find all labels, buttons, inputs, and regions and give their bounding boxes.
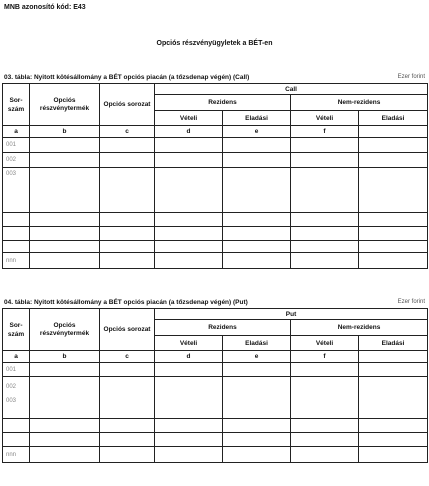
data-cell[interactable]: [30, 227, 100, 241]
data-cell[interactable]: [291, 168, 359, 213]
data-cell[interactable]: [359, 433, 428, 447]
data-cell[interactable]: [100, 168, 155, 213]
data-cell[interactable]: [291, 377, 359, 419]
data-cell[interactable]: [223, 447, 291, 463]
col-header-series: Opciós sorozat: [100, 84, 155, 126]
data-cell[interactable]: [155, 153, 223, 168]
table-row: [3, 153, 428, 168]
data-cell[interactable]: [223, 138, 291, 153]
data-cell[interactable]: [155, 419, 223, 433]
data-cell[interactable]: [100, 213, 155, 227]
col-header-buy: Vételi: [291, 111, 359, 126]
col-letter: b: [30, 126, 100, 138]
col-header-sell: Eladási: [223, 111, 291, 126]
table-row: [3, 138, 428, 153]
table-03-caption: 03. tábla: Nyitott kötésállomány a BÉT opciós piacán (a tőzsdenap végén) (Call): [4, 74, 250, 81]
data-cell[interactable]: [223, 241, 291, 253]
table-row: [3, 363, 428, 377]
data-cell[interactable]: [100, 447, 155, 463]
data-cell[interactable]: [359, 447, 428, 463]
table-04-unit: Ezer forint: [397, 299, 425, 305]
data-cell[interactable]: [30, 447, 100, 463]
data-cell[interactable]: [223, 213, 291, 227]
col-header-buy: Vételi: [155, 111, 223, 126]
data-cell[interactable]: [155, 138, 223, 153]
data-cell[interactable]: [155, 363, 223, 377]
table-row: [3, 227, 428, 241]
col-letter: c: [100, 126, 155, 138]
data-cell[interactable]: [223, 419, 291, 433]
data-cell[interactable]: [223, 168, 291, 213]
row-number: 002: [3, 153, 30, 168]
col-letter: b: [30, 351, 100, 363]
data-cell[interactable]: [155, 253, 223, 269]
data-cell[interactable]: [155, 447, 223, 463]
row-number: nnn: [3, 253, 30, 269]
table-04: [2, 308, 428, 463]
data-cell[interactable]: [100, 138, 155, 153]
col-letter: d: [155, 351, 223, 363]
col-letter-blank: [359, 126, 428, 138]
data-cell[interactable]: [291, 213, 359, 227]
data-cell[interactable]: [30, 377, 100, 419]
col-letter-blank: [359, 351, 428, 363]
col-letter: d: [155, 126, 223, 138]
col-letter: f: [291, 126, 359, 138]
col-letter: e: [223, 351, 291, 363]
row-number: 001: [3, 138, 30, 153]
col-header-sorszam: Sor- szám: [3, 309, 30, 351]
data-cell[interactable]: [30, 253, 100, 269]
data-cell[interactable]: [359, 153, 428, 168]
row-number: [3, 419, 30, 433]
data-cell[interactable]: [155, 168, 223, 213]
data-cell[interactable]: [155, 433, 223, 447]
table-04-caption: 04. tábla: Nyitott kötésállomány a BÉT opciós piacán (a tőzsdenap végén) (Put): [4, 299, 248, 306]
row-number: [3, 213, 30, 227]
data-cell[interactable]: [100, 153, 155, 168]
table-03: [2, 83, 428, 269]
col-letter: a: [3, 351, 30, 363]
row-number: [3, 227, 30, 241]
table-row: [3, 168, 428, 213]
col-header-buy: Vételi: [155, 336, 223, 351]
col-header-sorszam: Sor- szám: [3, 84, 30, 126]
col-header-sell: Eladási: [223, 336, 291, 351]
data-cell[interactable]: [30, 419, 100, 433]
identifier-code: MNB azonosító kód: E43: [4, 4, 86, 11]
data-cell[interactable]: [30, 138, 100, 153]
data-cell[interactable]: [30, 168, 100, 213]
data-cell[interactable]: [223, 433, 291, 447]
data-cell[interactable]: [291, 153, 359, 168]
data-cell[interactable]: [100, 419, 155, 433]
col-header-group: Put: [155, 309, 428, 320]
table-03-unit: Ezer forint: [397, 74, 425, 80]
data-cell[interactable]: [100, 377, 155, 419]
data-cell[interactable]: [223, 253, 291, 269]
data-cell[interactable]: [100, 433, 155, 447]
data-cell[interactable]: [359, 253, 428, 269]
data-cell[interactable]: [223, 153, 291, 168]
row-number: [3, 433, 30, 447]
table-row: [3, 253, 428, 269]
data-cell[interactable]: [30, 153, 100, 168]
data-cell[interactable]: [223, 227, 291, 241]
data-cell[interactable]: [155, 241, 223, 253]
col-letter: e: [223, 126, 291, 138]
col-letter: c: [100, 351, 155, 363]
col-header-sell: Eladási: [359, 111, 428, 126]
data-cell[interactable]: [100, 227, 155, 241]
col-letter: f: [291, 351, 359, 363]
data-cell[interactable]: [30, 241, 100, 253]
data-cell[interactable]: [291, 433, 359, 447]
data-cell[interactable]: [291, 419, 359, 433]
table-row: [3, 377, 428, 419]
table-row: [3, 447, 428, 463]
data-cell[interactable]: [359, 168, 428, 213]
data-cell[interactable]: [30, 213, 100, 227]
data-cell[interactable]: [223, 377, 291, 419]
col-header-sell: Eladási: [359, 336, 428, 351]
data-cell[interactable]: [291, 227, 359, 241]
row-number: 003: [3, 168, 30, 213]
page-title: Opciós részvényügyletek a BÉT-en: [156, 40, 273, 47]
col-letter: a: [3, 126, 30, 138]
data-cell[interactable]: [359, 377, 428, 419]
col-header-buy: Vételi: [291, 336, 359, 351]
table-row: [3, 241, 428, 253]
col-header-resident: Rezidens: [155, 95, 291, 111]
row-number: 001: [3, 363, 30, 377]
data-cell[interactable]: [30, 433, 100, 447]
row-number: 002 003: [3, 377, 30, 419]
data-cell[interactable]: [359, 241, 428, 253]
row-number: nnn: [3, 447, 30, 463]
data-cell[interactable]: [100, 241, 155, 253]
row-number: [3, 241, 30, 253]
data-cell[interactable]: [359, 363, 428, 377]
data-cell[interactable]: [155, 213, 223, 227]
data-cell[interactable]: [359, 138, 428, 153]
data-cell[interactable]: [291, 253, 359, 269]
data-cell[interactable]: [291, 241, 359, 253]
col-header-group: Call: [155, 84, 428, 95]
table-row: [3, 213, 428, 227]
data-cell[interactable]: [223, 363, 291, 377]
table-row: [3, 433, 428, 447]
data-cell[interactable]: [100, 253, 155, 269]
col-header-nonresident: Nem-rezidens: [291, 320, 428, 336]
data-cell[interactable]: [359, 213, 428, 227]
col-header-product: Opciós részvénytermék: [30, 84, 100, 126]
data-cell[interactable]: [155, 377, 223, 419]
data-cell[interactable]: [30, 363, 100, 377]
data-cell[interactable]: [155, 227, 223, 241]
col-header-resident: Rezidens: [155, 320, 291, 336]
col-header-product: Opciós részvénytermék: [30, 309, 100, 351]
col-header-nonresident: Nem-rezidens: [291, 95, 428, 111]
data-cell[interactable]: [359, 227, 428, 241]
data-cell[interactable]: [359, 419, 428, 433]
data-cell[interactable]: [291, 138, 359, 153]
data-cell[interactable]: [100, 363, 155, 377]
data-cell[interactable]: [291, 363, 359, 377]
data-cell[interactable]: [291, 447, 359, 463]
table-row: [3, 419, 428, 433]
col-header-series: Opciós sorozat: [100, 309, 155, 351]
